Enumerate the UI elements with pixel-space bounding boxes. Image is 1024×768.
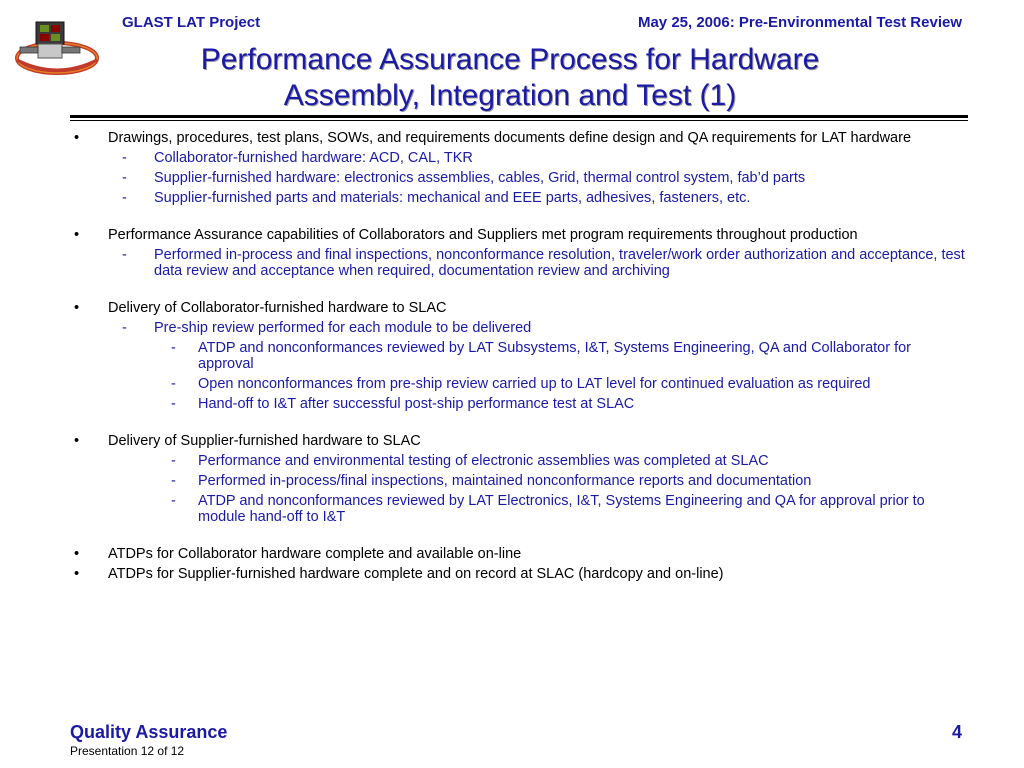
sub-bullet-item: [70, 150, 970, 166]
dash-marker: -: [171, 453, 176, 469]
spacer: [70, 210, 970, 227]
dash-marker: -: [122, 170, 127, 186]
bullet-item: [70, 300, 970, 316]
sub-sub-bullet-item: [70, 340, 970, 372]
sub-bullet-text: Supplier-furnished hardware: electronics assemblies, cables, Grid, thermal control system, fab’d parts: [154, 170, 806, 186]
bullet-item: [70, 546, 970, 562]
sub-sub-bullet-text: ATDP and nonconformances reviewed by LAT Electronics, I&T, Systems Engineering and QA for approval prior to module hand-off to I&T: [198, 493, 925, 525]
title-rule-thin: [70, 120, 968, 121]
header-project: GLAST LAT Project: [122, 14, 261, 31]
spacer: [70, 529, 970, 546]
bullet-marker: •: [74, 566, 80, 582]
slide-title: [110, 42, 910, 114]
bullet-item: [70, 433, 970, 449]
bullet-item: [70, 227, 970, 243]
bullet-text: Delivery of Collaborator-furnished hardware to SLAC: [108, 300, 447, 316]
title-rule-thick: [70, 115, 968, 118]
footer-presentation-number: Presentation 12 of 12: [70, 744, 185, 758]
sub-sub-bullet-text: Open nonconformances from pre-ship review carried up to LAT level for continued evaluation as required: [198, 376, 871, 392]
bullet-marker: •: [74, 130, 80, 146]
glast-satellite-logo-icon: [12, 16, 102, 80]
sub-bullet-text: Collaborator-furnished hardware: ACD, CAL, TKR: [154, 150, 473, 166]
sub-sub-bullet-text: Performance and environmental testing of electronic assemblies was completed at SLAC: [198, 453, 769, 469]
bullet-text: Drawings, procedures, test plans, SOWs, and requirements documents define design and QA requirements for LAT hardware: [108, 130, 912, 146]
sub-sub-bullet-text: ATDP and nonconformances reviewed by LAT Subsystems, I&T, Systems Engineering, QA and Collaborator for approval: [198, 340, 911, 372]
bullet-item: [70, 566, 970, 582]
sub-bullet-text: Pre-ship review performed for each module to be delivered: [154, 320, 532, 336]
sub-sub-bullet-item: [70, 453, 970, 469]
dash-marker: -: [171, 376, 176, 392]
bullet-marker: •: [74, 546, 80, 562]
dash-marker: -: [171, 473, 176, 489]
sub-sub-bullet-item: [70, 493, 970, 525]
page-number: 4: [951, 722, 962, 742]
header-date: May 25, 2006: Pre-Environmental Test Review: [637, 14, 962, 31]
dash-marker: -: [122, 150, 127, 166]
slide-content: [70, 130, 970, 586]
sub-sub-bullet-item: [70, 473, 970, 489]
sub-bullet-text: Supplier-furnished parts and materials: mechanical and EEE parts, adhesives, fasteners, etc.: [154, 190, 751, 206]
bullet-text: Performance Assurance capabilities of Collaborators and Suppliers met program requirements throughout production: [108, 227, 858, 243]
footer-section-title: Quality Assurance: [70, 722, 228, 742]
sub-sub-bullet-item: [70, 396, 970, 412]
bullet-marker: •: [74, 433, 80, 449]
dash-marker: -: [122, 247, 127, 263]
sub-sub-bullet-text: Hand-off to I&T after successful post-ship performance test at SLAC: [198, 396, 635, 412]
bullet-text: ATDPs for Collaborator hardware complete and available on-line: [108, 546, 522, 562]
spacer: [70, 416, 970, 433]
sub-bullet-item: [70, 190, 970, 206]
bullet-item: [70, 130, 970, 146]
bullet-text: ATDPs for Supplier-furnished hardware complete and on record at SLAC (hardcopy and on-line): [108, 566, 724, 582]
slide-title-line-2: Assembly, Integration and Test (1): [283, 79, 737, 112]
dash-marker: -: [171, 396, 176, 412]
dash-marker: -: [122, 320, 127, 336]
sub-bullet-item: [70, 320, 970, 336]
bullet-marker: •: [74, 227, 80, 243]
spacer: [70, 283, 970, 300]
dash-marker: -: [122, 190, 127, 206]
slide-title-line-1: Performance Assurance Process for Hardware: [200, 43, 820, 76]
dash-marker: -: [171, 493, 176, 509]
bullet-text: Delivery of Supplier-furnished hardware to SLAC: [108, 433, 421, 449]
sub-bullet-item: [70, 170, 970, 186]
dash-marker: -: [171, 340, 176, 356]
sub-bullet-item: [70, 247, 970, 279]
sub-sub-bullet-item: [70, 376, 970, 392]
bullet-marker: •: [74, 300, 80, 316]
sub-bullet-text: Performed in-process and final inspections, nonconformance resolution, traveler/work order authorization and acceptance, test data review and acceptance when required, documentation review and archiving: [154, 247, 965, 279]
sub-sub-bullet-text: Performed in-process/final inspections, maintained nonconformance reports and documentation: [198, 473, 812, 489]
